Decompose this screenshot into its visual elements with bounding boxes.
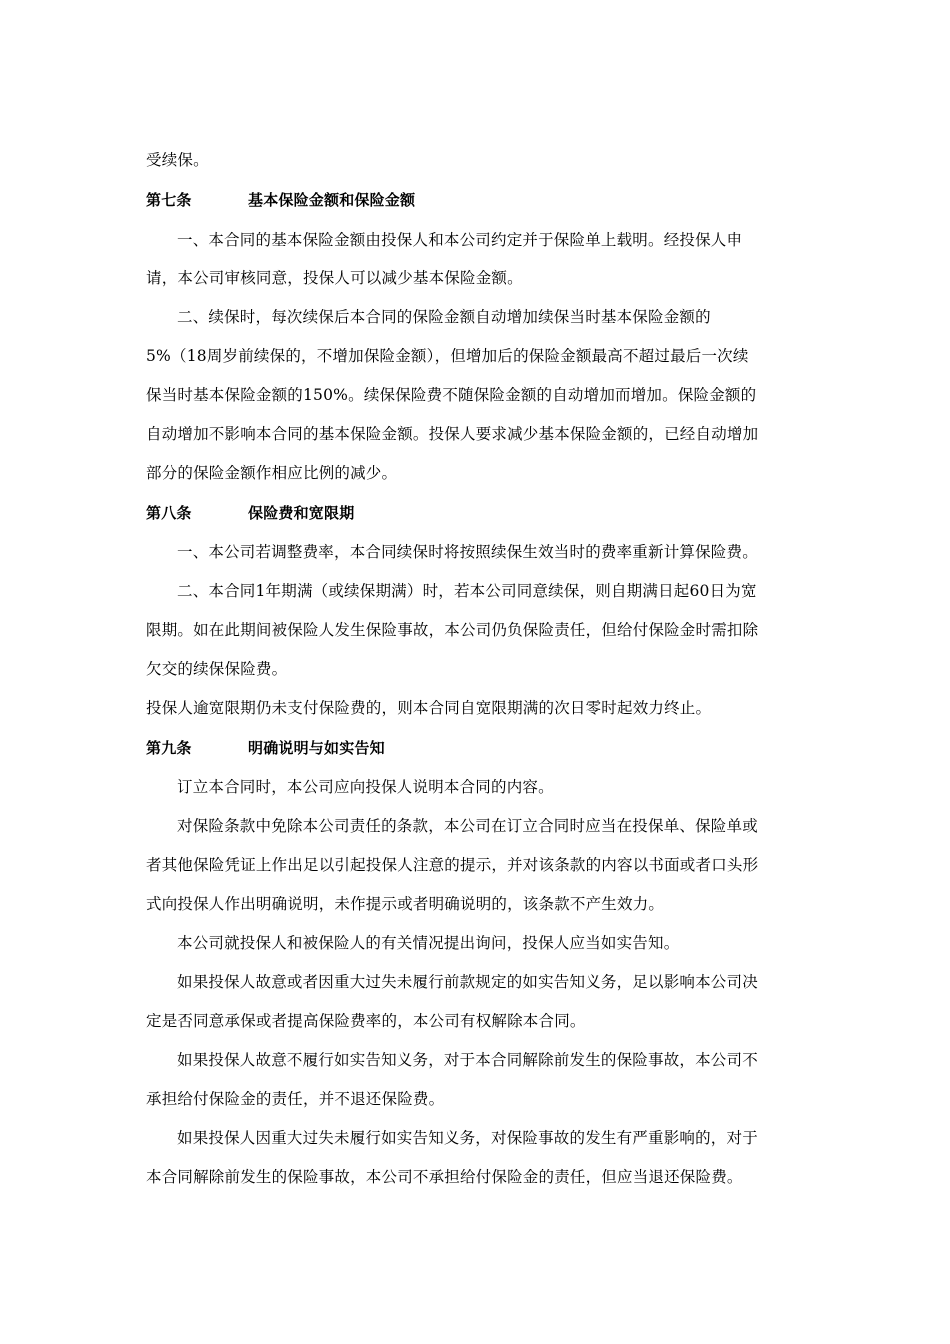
article-8-heading — [146, 503, 354, 523]
paragraph-line: 5%（18周岁前续保的，不增加保险金额），但增加后的保险金额最高不超过最后一次续 — [146, 347, 749, 365]
paragraph-line: 本合同解除前发生的保险事故，本公司不承担给付保险金的责任，但应当退还保险费。 — [146, 1168, 743, 1186]
paragraph-line: 承担给付保险金的责任，并不退还保险费。 — [146, 1090, 445, 1108]
paragraph-line: 一、本合同的基本保险金额由投保人和本公司约定并于保险单上载明。经投保人申 — [177, 231, 743, 249]
article-number: 第七条 — [146, 191, 192, 209]
paragraph-line: 者其他保险凭证上作出足以引起投保人注意的提示，并对该条款的内容以书面或者口头形 — [146, 856, 759, 874]
paragraph-line: 保当时基本保险金额的150%。续保保险费不随保险金额的自动增加而增加。保险金额的 — [146, 386, 757, 404]
article-number: 第九条 — [146, 739, 192, 757]
article-9-heading — [146, 738, 385, 758]
paragraph-line: 如果投保人因重大过失未履行如实告知义务，对保险事故的发生有严重影响的，对于 — [177, 1129, 758, 1147]
paragraph-line: 部分的保险金额作相应比例的减少。 — [146, 464, 398, 482]
paragraph-line: 二、续保时，每次续保后本合同的保险金额自动增加续保当时基本保险金额的 — [177, 308, 711, 326]
paragraph-line: 限期。如在此期间被保险人发生保险事故，本公司仍负保险责任，但给付保险金时需扣除 — [146, 621, 759, 639]
paragraph-line: 式向投保人作出明确说明，未作提示或者明确说明的，该条款不产生效力。 — [146, 895, 665, 913]
article-number: 第八条 — [146, 504, 192, 522]
article-title: 保险费和宽限期 — [248, 504, 355, 522]
article-title: 明确说明与如实告知 — [248, 739, 385, 757]
article-title: 基本保险金额和保险金额 — [248, 191, 416, 209]
paragraph-line: 受续保。 — [146, 151, 209, 169]
article-7-heading — [146, 190, 415, 210]
paragraph-line: 本公司就投保人和被保险人的有关情况提出询问，投保人应当如实告知。 — [177, 934, 680, 952]
paragraph-line: 订立本合同时，本公司应向投保人说明本合同的内容。 — [177, 778, 554, 796]
paragraph-line: 定是否同意承保或者提高保险费率的，本公司有权解除本合同。 — [146, 1012, 586, 1030]
paragraph-line: 二、本合同1年期满（或续保期满）时，若本公司同意续保，则自期满日起60日为宽 — [177, 582, 757, 600]
paragraph-line: 一、本公司若调整费率，本合同续保时将按照续保生效当时的费率重新计算保险费。 — [177, 543, 758, 561]
paragraph-line: 对保险条款中免除本公司责任的条款，本公司在订立合同时应当在投保单、保险单或 — [177, 817, 758, 835]
paragraph-line: 欠交的续保保险费。 — [146, 660, 288, 678]
paragraph-line: 投保人逾宽限期仍未支付保险费的，则本合同自宽限期满的次日零时起效力终止。 — [146, 699, 712, 717]
paragraph-line: 请，本公司审核同意，投保人可以减少基本保险金额。 — [146, 269, 523, 287]
paragraph-line: 如果投保人故意不履行如实告知义务，对于本合同解除前发生的保险事故，本公司不 — [177, 1051, 758, 1069]
paragraph-line: 如果投保人故意或者因重大过失未履行前款规定的如实告知义务，足以影响本公司决 — [177, 973, 758, 991]
paragraph-line: 自动增加不影响本合同的基本保险金额。投保人要求减少基本保险金额的，已经自动增加 — [146, 425, 759, 443]
